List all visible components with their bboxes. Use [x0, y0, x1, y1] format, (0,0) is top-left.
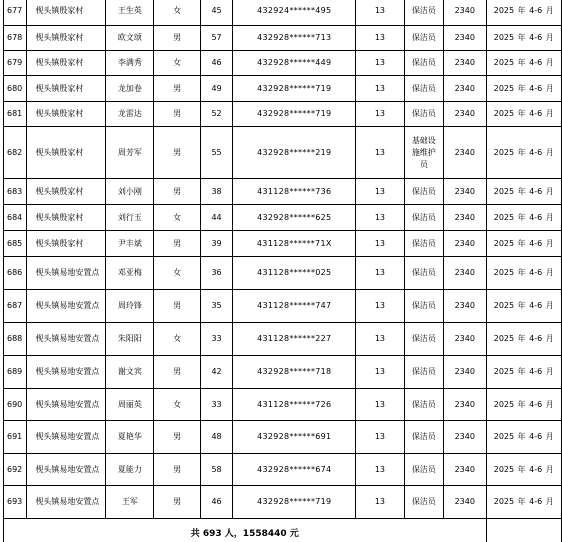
table-row: [4, 127, 562, 179]
id-number-cell: 432928******449: [233, 51, 356, 76]
town-code-cell: 13: [356, 179, 404, 205]
amount-cell: 2340: [443, 389, 486, 421]
id-number-cell: 431128******747: [233, 290, 356, 323]
name-cell: 王生英: [106, 0, 154, 26]
row-number-cell: 690: [4, 389, 27, 421]
row-number-cell: 689: [4, 356, 27, 389]
row-number-cell: 692: [4, 454, 27, 486]
sex-cell: 女: [154, 0, 200, 26]
id-number-cell: 432928******625: [233, 205, 356, 231]
post-cell: 保洁员: [404, 26, 443, 51]
name-cell: 邓亚梅: [106, 257, 154, 290]
row-number-cell: 688: [4, 323, 27, 356]
post-cell: 保洁员: [404, 205, 443, 231]
id-number-cell: 431128******736: [233, 179, 356, 205]
unit-cell: 枧头镇易地安置点: [27, 356, 106, 389]
post-cell: 保洁员: [404, 231, 443, 257]
name-cell: 朱阳阳: [106, 323, 154, 356]
town-code-cell: 13: [356, 486, 404, 519]
id-number-cell: 432928******674: [233, 454, 356, 486]
name-cell: 龙雷达: [106, 102, 154, 127]
age-cell: 48: [200, 421, 233, 454]
total-summary: 共 693 人，1558440 元: [4, 519, 487, 542]
sex-cell: 女: [154, 257, 200, 290]
post-cell: 保洁员: [404, 76, 443, 102]
sex-cell: 男: [154, 127, 200, 179]
age-cell: 49: [200, 76, 233, 102]
period-cell: 2025 年 4-6 月: [486, 102, 561, 127]
name-cell: 谢文宾: [106, 356, 154, 389]
amount-cell: 2340: [443, 76, 486, 102]
name-cell: 李满秀: [106, 51, 154, 76]
sex-cell: 女: [154, 205, 200, 231]
town-code-cell: 13: [356, 127, 404, 179]
unit-cell: 枧头镇易地安置点: [27, 486, 106, 519]
amount-cell: 2340: [443, 421, 486, 454]
period-cell: 2025 年 4-6 月: [486, 51, 561, 76]
table-row: [4, 389, 562, 421]
post-cell: 保洁员: [404, 486, 443, 519]
unit-cell: 枧头镇殷家村: [27, 179, 106, 205]
table-row: [4, 179, 562, 205]
id-number-cell: 432928******713: [233, 26, 356, 51]
roster-body: [4, 0, 562, 542]
period-cell: 2025 年 4-6 月: [486, 127, 561, 179]
period-cell: 2025 年 4-6 月: [486, 389, 561, 421]
id-number-cell: 432928******691: [233, 421, 356, 454]
name-cell: 王军: [106, 486, 154, 519]
amount-cell: 2340: [443, 290, 486, 323]
row-number-cell: 680: [4, 76, 27, 102]
amount-cell: 2340: [443, 102, 486, 127]
sex-cell: 女: [154, 389, 200, 421]
row-number-cell: 681: [4, 102, 27, 127]
table-row: [4, 454, 562, 486]
table-row: [4, 486, 562, 519]
unit-cell: 枧头镇殷家村: [27, 127, 106, 179]
unit-cell: 枧头镇殷家村: [27, 76, 106, 102]
table-row: [4, 51, 562, 76]
name-cell: 周玲锋: [106, 290, 154, 323]
sex-cell: 男: [154, 421, 200, 454]
row-number-cell: 685: [4, 231, 27, 257]
town-code-cell: 13: [356, 323, 404, 356]
unit-cell: 枧头镇易地安置点: [27, 454, 106, 486]
period-cell: 2025 年 4-6 月: [486, 356, 561, 389]
town-code-cell: 13: [356, 356, 404, 389]
table-row: [4, 102, 562, 127]
amount-cell: 2340: [443, 486, 486, 519]
post-cell: 基础设施维护员: [404, 127, 443, 179]
sex-cell: 男: [154, 454, 200, 486]
age-cell: 46: [200, 51, 233, 76]
table-row: [4, 356, 562, 389]
period-cell: 2025 年 4-6 月: [486, 231, 561, 257]
sex-cell: 男: [154, 231, 200, 257]
unit-cell: 枧头镇易地安置点: [27, 389, 106, 421]
table-row: [4, 231, 562, 257]
period-cell: 2025 年 4-6 月: [486, 290, 561, 323]
town-code-cell: 13: [356, 205, 404, 231]
age-cell: 42: [200, 356, 233, 389]
table-row: [4, 0, 562, 26]
amount-cell: 2340: [443, 356, 486, 389]
period-cell: 2025 年 4-6 月: [486, 0, 561, 26]
age-cell: 46: [200, 486, 233, 519]
unit-cell: 枧头镇殷家村: [27, 205, 106, 231]
id-number-cell: 43292​4******495: [233, 0, 356, 26]
name-cell: 刘小刚: [106, 179, 154, 205]
post-cell: 保洁员: [404, 51, 443, 76]
amount-cell: 2340: [443, 0, 486, 26]
sex-cell: 男: [154, 356, 200, 389]
period-cell: 2025 年 4-6 月: [486, 486, 561, 519]
post-cell: 保洁员: [404, 0, 443, 26]
amount-cell: 2340: [443, 205, 486, 231]
amount-cell: 2340: [443, 51, 486, 76]
unit-cell: 枧头镇易地安置点: [27, 257, 106, 290]
name-cell: 周丽英: [106, 389, 154, 421]
period-cell: 2025 年 4-6 月: [486, 179, 561, 205]
unit-cell: 枧头镇殷家村: [27, 26, 106, 51]
age-cell: 55: [200, 127, 233, 179]
period-cell: 2025 年 4-6 月: [486, 26, 561, 51]
town-code-cell: 13: [356, 290, 404, 323]
sex-cell: 女: [154, 51, 200, 76]
table-row: [4, 257, 562, 290]
post-cell: 保洁员: [404, 389, 443, 421]
period-cell: 2025 年 4-6 月: [486, 76, 561, 102]
age-cell: 52: [200, 102, 233, 127]
town-code-cell: 13: [356, 102, 404, 127]
post-cell: 保洁员: [404, 257, 443, 290]
age-cell: 58: [200, 454, 233, 486]
id-number-cell: 432928******719: [233, 102, 356, 127]
town-code-cell: 13: [356, 454, 404, 486]
id-number-cell: 432928******719: [233, 76, 356, 102]
name-cell: 夏能力: [106, 454, 154, 486]
post-cell: 保洁员: [404, 102, 443, 127]
name-cell: 龙加卷: [106, 76, 154, 102]
unit-cell: 枧头镇易地安置点: [27, 421, 106, 454]
id-number-cell: 431128******71X: [233, 231, 356, 257]
town-code-cell: 13: [356, 26, 404, 51]
sex-cell: 男: [154, 179, 200, 205]
id-number-cell: 432928******718: [233, 356, 356, 389]
age-cell: 36: [200, 257, 233, 290]
post-cell: 保洁员: [404, 454, 443, 486]
id-number-cell: 431128******227: [233, 323, 356, 356]
post-cell: 保洁员: [404, 356, 443, 389]
town-code-cell: 13: [356, 257, 404, 290]
amount-cell: 2340: [443, 257, 486, 290]
unit-cell: 枧头镇殷家村: [27, 0, 106, 26]
name-cell: 尹丰斌: [106, 231, 154, 257]
id-number-cell: 432928******219: [233, 127, 356, 179]
amount-cell: 2340: [443, 26, 486, 51]
amount-cell: 2340: [443, 127, 486, 179]
amount-cell: 2340: [443, 179, 486, 205]
town-code-cell: 13: [356, 76, 404, 102]
id-number-cell: 431128******025: [233, 257, 356, 290]
unit-cell: 枧头镇殷家村: [27, 231, 106, 257]
row-number-cell: 683: [4, 179, 27, 205]
period-cell: 2025 年 4-6 月: [486, 205, 561, 231]
name-cell: 夏艳华: [106, 421, 154, 454]
name-cell: 周芳军: [106, 127, 154, 179]
total-row: [4, 519, 562, 542]
period-cell: 2025 年 4-6 月: [486, 454, 561, 486]
sex-cell: 男: [154, 486, 200, 519]
town-code-cell: 13: [356, 231, 404, 257]
age-cell: 39: [200, 231, 233, 257]
amount-cell: 2340: [443, 231, 486, 257]
amount-cell: 2340: [443, 454, 486, 486]
sex-cell: 男: [154, 290, 200, 323]
age-cell: 35: [200, 290, 233, 323]
table-row: [4, 421, 562, 454]
town-code-cell: 13: [356, 51, 404, 76]
town-code-cell: 13: [356, 389, 404, 421]
id-number-cell: 431128******726: [233, 389, 356, 421]
post-cell: 保洁员: [404, 323, 443, 356]
age-cell: 33: [200, 323, 233, 356]
age-cell: 57: [200, 26, 233, 51]
roster-table: [3, 0, 562, 542]
age-cell: 45: [200, 0, 233, 26]
row-number-cell: 686: [4, 257, 27, 290]
row-number-cell: 693: [4, 486, 27, 519]
table-row: [4, 76, 562, 102]
total-empty-cell: [486, 519, 561, 542]
row-number-cell: 679: [4, 51, 27, 76]
town-code-cell: 13: [356, 0, 404, 26]
unit-cell: 枧头镇易地安置点: [27, 290, 106, 323]
row-number-cell: 677: [4, 0, 27, 26]
table-row: [4, 290, 562, 323]
post-cell: 保洁员: [404, 290, 443, 323]
row-number-cell: 678: [4, 26, 27, 51]
table-row: [4, 323, 562, 356]
sex-cell: 男: [154, 76, 200, 102]
table-row: [4, 205, 562, 231]
name-cell: 欧文颂: [106, 26, 154, 51]
age-cell: 33: [200, 389, 233, 421]
unit-cell: 枧头镇殷家村: [27, 51, 106, 76]
town-code-cell: 13: [356, 421, 404, 454]
amount-cell: 2340: [443, 323, 486, 356]
id-number-cell: 432928******719: [233, 486, 356, 519]
unit-cell: 枧头镇殷家村: [27, 102, 106, 127]
post-cell: 保洁员: [404, 179, 443, 205]
age-cell: 44: [200, 205, 233, 231]
age-cell: 38: [200, 179, 233, 205]
post-cell: 保洁员: [404, 421, 443, 454]
table-row: [4, 26, 562, 51]
row-number-cell: 682: [4, 127, 27, 179]
row-number-cell: 684: [4, 205, 27, 231]
period-cell: 2025 年 4-6 月: [486, 421, 561, 454]
period-cell: 2025 年 4-6 月: [486, 257, 561, 290]
unit-cell: 枧头镇易地安置点: [27, 323, 106, 356]
row-number-cell: 691: [4, 421, 27, 454]
name-cell: 刘行玉: [106, 205, 154, 231]
sex-cell: 男: [154, 26, 200, 51]
row-number-cell: 687: [4, 290, 27, 323]
sex-cell: 男: [154, 102, 200, 127]
period-cell: 2025 年 4-6 月: [486, 323, 561, 356]
sex-cell: 女: [154, 323, 200, 356]
